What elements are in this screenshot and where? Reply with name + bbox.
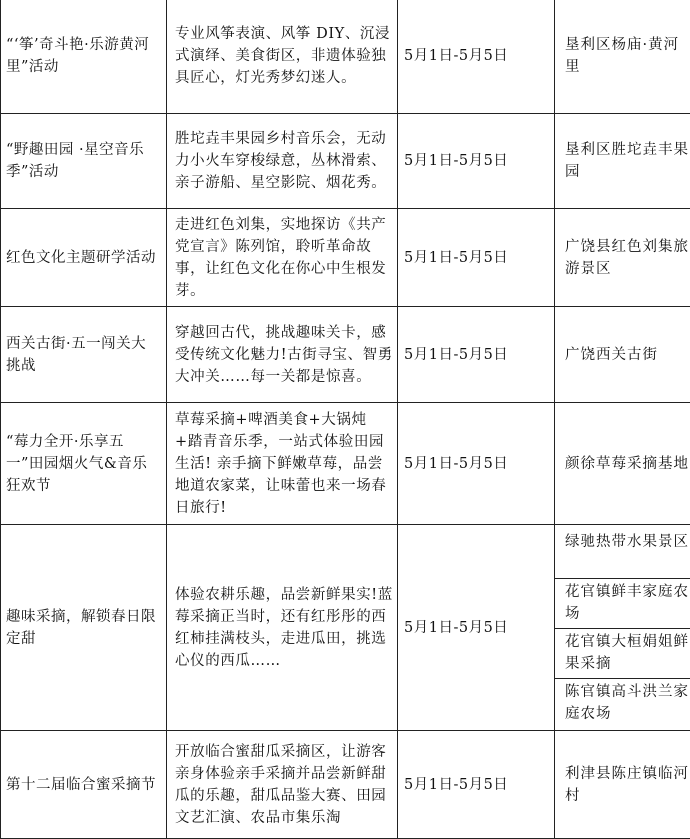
- event-name-cell: 第十二届临合蜜采摘节: [1, 731, 167, 839]
- location-item: 陈官镇高斗洪兰家庭农场: [555, 679, 690, 727]
- event-name-cell: 西关古街·五一闯关大挑战: [1, 307, 167, 403]
- event-desc-cell: 胜坨垚丰果园乡村音乐会，无动力小火车穿梭绿意，丛林滑索、亲子游船、星空影院、烟花秀。: [167, 114, 398, 209]
- event-desc-cell: 走进红色刘集，实地探访《共产党宣言》陈列馆，聆听革命故事，让红色文化在你心中生根发芽。: [167, 209, 398, 307]
- event-name-cell: “野趣田园 ·星空音乐季”活动: [1, 114, 167, 209]
- event-name-cell: 趣味采摘，解锁春日限定甜: [1, 525, 167, 731]
- event-name-cell: “莓力全开·乐享五一”田园烟火气&音乐狂欢节: [1, 403, 167, 525]
- event-date-cell: 5月1日-5月5日: [398, 403, 555, 525]
- table-row: [1, 114, 690, 209]
- event-name-cell: “‘筝’奇斗艳·乐游黄河里”活动: [1, 0, 167, 114]
- event-name-cell: 红色文化主题研学活动: [1, 209, 167, 307]
- location-item: 花官镇大桓娟姐鲜果采摘: [555, 629, 690, 679]
- table-row: [1, 209, 690, 307]
- event-date-cell: 5月1日-5月5日: [398, 525, 555, 731]
- event-desc-cell: 开放临合蜜甜瓜采摘区，让游客亲身体验亲手采摘并品尝新鲜甜瓜的乐趣，甜瓜品鉴大赛、田园文艺汇演、农品市集乐淘: [167, 731, 398, 839]
- event-desc-cell: 草莓采摘+啤酒美食+大锅炖+踏青音乐季，一站式体验田园生活! 亲手摘下鲜嫩草莓，品尝地道农家菜，让味蕾也来一场春日旅行!: [167, 403, 398, 525]
- location-item: 花官镇鲜丰家庭农场: [555, 579, 690, 629]
- event-desc-cell: 体验农耕乐趣，品尝新鲜果实!蓝莓采摘正当时，还有红彤彤的西红柿挂满枝头，走进瓜田，挑选心仪的西瓜……: [167, 525, 398, 731]
- event-location-cell: 广饶县红色刘集旅游景区: [555, 209, 690, 307]
- table-row: [1, 307, 690, 403]
- table-row: [1, 731, 690, 839]
- event-location-cell: 颜徐草莓采摘基地: [555, 403, 690, 525]
- event-location-cell: 垦利区杨庙·黄河里: [555, 0, 690, 114]
- event-location-cell: 广饶西关古街: [555, 307, 690, 403]
- event-date-cell: 5月1日-5月5日: [398, 731, 555, 839]
- table-row: [1, 403, 690, 525]
- event-date-cell: 5月1日-5月5日: [398, 307, 555, 403]
- event-desc-cell: 专业风筝表演、风筝 DIY、沉浸式演绎、美食街区，非遗体验独具匠心，灯光秀梦幻迷人。: [167, 0, 398, 114]
- event-location-cell: 垦利区胜坨垚丰果园: [555, 114, 690, 209]
- event-desc-cell: 穿越回古代，挑战趣味关卡，感受传统文化魅力!古街寻宝、智勇大冲关……每一关都是惊喜。: [167, 307, 398, 403]
- event-location-cell: [555, 525, 690, 731]
- event-date-cell: 5月1日-5月5日: [398, 0, 555, 114]
- table-row: [1, 0, 690, 114]
- event-location-cell: 利津县陈庄镇临河村: [555, 731, 690, 839]
- table-row: [1, 525, 690, 731]
- event-date-cell: 5月1日-5月5日: [398, 114, 555, 209]
- location-item: 绿驰热带水果景区: [555, 529, 690, 579]
- event-date-cell: 5月1日-5月5日: [398, 209, 555, 307]
